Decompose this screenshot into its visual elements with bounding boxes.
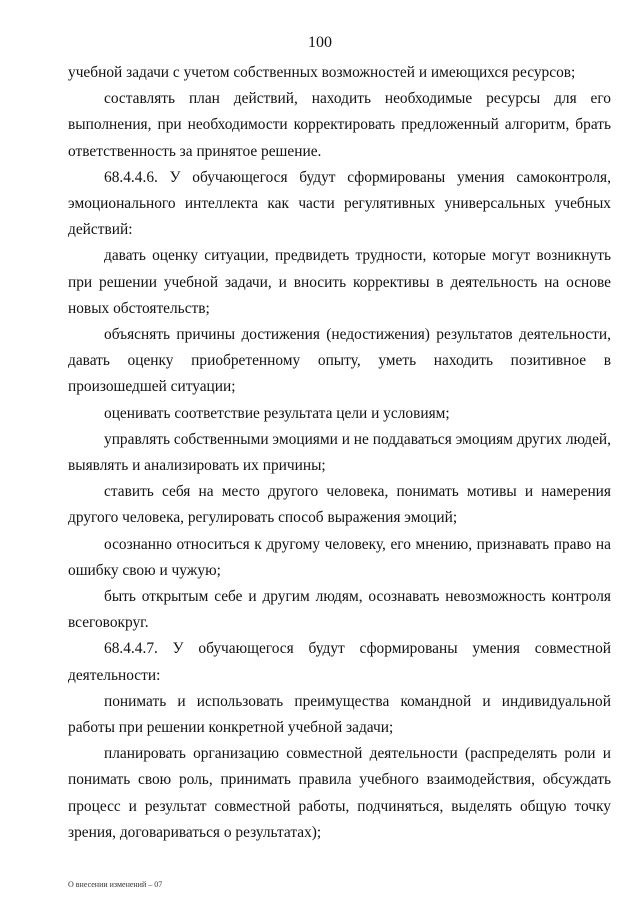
paragraph: быть открытым себе и другим людям, осознавать невозможность контроля всеговокруг.: [68, 588, 611, 632]
paragraph: давать оценку ситуации, предвидеть трудности, которые могут возникнуть при решении учебной задачи, и вносить коррективы в деятельность на основе новых обстоятельств;: [68, 247, 611, 317]
page-number: 100: [308, 34, 332, 51]
paragraph: объяснять причины достижения (недостижения) результатов деятельности, давать оценку приобретенному опыту, уметь находить позитивное в произошедшей ситуации;: [68, 326, 611, 396]
paragraph: 68.4.4.7. У обучающегося будут сформированы умения совместной деятельности:: [68, 640, 611, 684]
paragraph: осознанно относиться к другому человеку, его мнению, признавать право на ошибку свою и чужую;: [68, 535, 611, 579]
paragraph: оценивать соответствие результата цели и условиям;: [104, 404, 450, 422]
paragraph: ставить себя на место другого человека, понимать мотивы и намерения другого человека, регулировать способ выражения эмоций;: [68, 483, 611, 527]
paragraph: планировать организацию совместной деятельности (распределять роли и понимать свою роль, принимать правила учебного взаимодействия, обсуждать процесс и результат совместной работы, подчиняться, выделять общую точку зрения, договариваться о результатах);: [68, 745, 611, 841]
footer-note: О внесении изменений – 07: [68, 880, 163, 889]
document-body: [68, 60, 611, 846]
paragraph: 68.4.4.6. У обучающегося будут сформированы умения самоконтроля, эмоционального интеллекта как части регулятивных универсальных учебных действий:: [68, 168, 611, 239]
paragraph: управлять собственными эмоциями и не поддаваться эмоциям других людей, выявлять и анализировать их причины;: [68, 430, 611, 475]
paragraph: понимать и использовать преимущества командной и индивидуальной работы при решении конкретной учебной задачи;: [68, 692, 611, 737]
paragraph: составлять план действий, находить необходимые ресурсы для его выполнения, при необходимости корректировать предложенный алгоритм, брать ответственность за принятое решение.: [68, 90, 611, 160]
paragraph: учебной задачи с учетом собственных возможностей и имеющихся ресурсов;: [68, 64, 576, 81]
